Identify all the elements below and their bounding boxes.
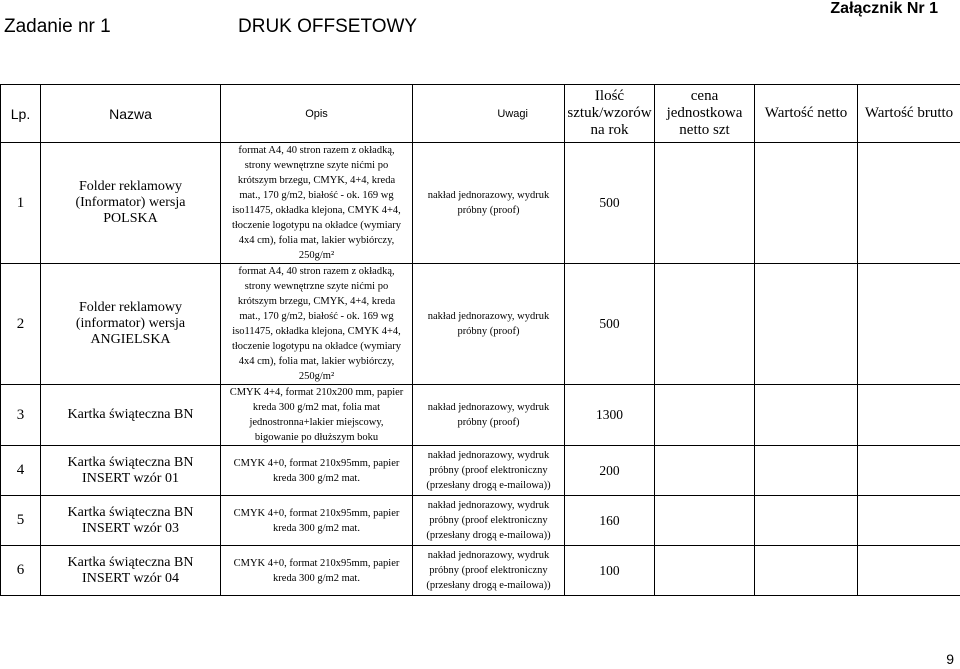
table-row [1,496,960,546]
document-title: DRUK OFFSETOWY [238,16,418,37]
row-nazwa-line: Kartka świąteczna BN [67,454,194,470]
row-uwagi [413,496,565,546]
row-opis-line: mat., 170 g/m2, białość - ok. 169 wg [239,190,394,201]
row-opis-line: kreda 300 g/m2 mat. [273,522,360,534]
col-header-cena-line: jednostkowa [666,105,743,121]
row-uwagi [413,264,565,385]
row-uwagi-line: (przesłany drogą e-mailowa)) [426,530,551,541]
row-lp: 3 [1,385,41,446]
col-header-nazwa: Nazwa [41,85,221,143]
row-ilosc: 1300 [565,385,655,446]
table-row [1,264,960,385]
row-nazwa [41,143,221,264]
row-opis [221,446,413,496]
row-uwagi-line: nakład jednorazowy, wydruk [427,500,550,511]
row-opis-line: CMYK 4+0, format 210x95mm, papier [233,457,400,469]
row-uwagi-line: nakład jednorazowy, wydruk [427,190,550,201]
row-opis-line: mat., 170 g/m2, białość - ok. 169 wg [239,311,394,322]
row-opis-line: kreda 300 g/m2 mat, folia mat [252,402,381,413]
row-lp: 1 [1,143,41,264]
row-wartosc-netto-empty [755,446,858,496]
row-lp: 5 [1,496,41,546]
col-header-ilosc-line: na rok [590,122,629,138]
col-header-ilosc [565,85,655,143]
row-wartosc-brutto-empty [858,143,960,264]
row-uwagi [413,546,565,596]
row-wartosc-netto-empty [755,546,858,596]
row-nazwa [41,264,221,385]
row-opis-line: CMYK 4+0, format 210x95mm, papier [233,557,400,569]
row-opis-line: 250g/m² [298,250,335,261]
table-row [1,446,960,496]
row-opis-line: strony wewnętrzne szyte nićmi po [244,281,389,292]
row-opis-line: iso11475, okładka klejona, CMYK 4+4, [232,326,401,337]
row-uwagi-line: próbny (proof) [457,205,520,216]
row-ilosc: 500 [565,143,655,264]
row-ilosc: 500 [565,264,655,385]
row-nazwa [41,385,221,446]
row-opis-line: krótszym brzegu, CMYK, 4+4, kreda [237,175,396,186]
row-cena-empty [655,446,755,496]
row-ilosc: 160 [565,496,655,546]
row-opis [221,264,413,385]
col-header-lp: Lp. [1,85,41,143]
row-wartosc-netto-empty [755,385,858,446]
row-lp: 4 [1,446,41,496]
page-number: 9 [946,651,954,667]
row-opis-line: bigowanie po dłuższym boku [254,432,379,443]
row-cena-empty [655,496,755,546]
row-uwagi [413,446,565,496]
row-wartosc-brutto-empty [858,496,960,546]
row-opis-line: 4x4 cm), folia mat, lakier wybiórczy, [238,235,395,246]
row-opis-line: kreda 300 g/m2 mat. [273,472,360,484]
row-nazwa-line: (Informator) wersja [75,195,186,210]
row-nazwa-line: Folder reklamowy [78,300,183,315]
col-header-wartosc-netto: Wartość netto [755,85,858,143]
row-uwagi [413,385,565,446]
row-wartosc-netto-empty [755,496,858,546]
row-opis-line: 4x4 cm), folia mat, lakier wybiórczy, [238,356,395,367]
row-wartosc-brutto-empty [858,546,960,596]
col-header-uwagi: Uwagi [413,85,565,143]
row-nazwa-line: Kartka świąteczna BN [67,504,194,520]
table-header-row [1,85,960,143]
row-opis-line: kreda 300 g/m2 mat. [273,572,360,584]
col-header-wartosc-brutto: Wartość brutto [858,85,960,143]
col-header-cena [655,85,755,143]
row-nazwa-line: INSERT wzór 03 [82,520,179,536]
row-uwagi [413,143,565,264]
row-nazwa-line: Folder reklamowy [78,179,183,194]
row-opis-line: format A4, 40 stron razem z okładką, [238,145,395,156]
col-header-ilosc-line: sztuk/wzorów [567,105,652,121]
row-opis-line: CMYK 4+4, format 210x200 mm, papier [229,387,404,398]
task-title: Zadanie nr 1 [4,16,111,37]
attachment-label: Załącznik Nr 1 [830,0,938,17]
row-opis-line: tłoczenie logotypu na okładce (wymiary [231,341,402,352]
row-uwagi-line: nakład jednorazowy, wydruk [427,450,550,461]
row-uwagi-line: próbny (proof elektroniczny [429,565,548,576]
table-row [1,143,960,264]
row-wartosc-netto-empty [755,143,858,264]
row-opis [221,385,413,446]
row-uwagi-line: (przesłany drogą e-mailowa)) [426,480,551,491]
row-uwagi-line: próbny (proof elektroniczny [429,465,548,476]
row-cena-empty [655,264,755,385]
row-opis-line: strony wewnętrzne szyte nićmi po [244,160,389,171]
row-opis-line: CMYK 4+0, format 210x95mm, papier [233,507,400,519]
row-lp: 2 [1,264,41,385]
row-nazwa-line: (informator) wersja [75,316,186,331]
row-cena-empty [655,546,755,596]
row-opis-line: format A4, 40 stron razem z okładką, [238,266,395,277]
row-uwagi-line: próbny (proof elektroniczny [429,515,548,526]
row-nazwa [41,496,221,546]
row-opis [221,546,413,596]
row-nazwa-line: Kartka świąteczna BN [67,407,194,422]
row-uwagi-line: próbny (proof) [457,417,520,428]
row-uwagi-line: nakład jednorazowy, wydruk [427,550,550,561]
row-nazwa [41,546,221,596]
row-opis-line: tłoczenie logotypu na okładce (wymiary [231,220,402,231]
row-uwagi-line: próbny (proof) [457,326,520,337]
row-cena-empty [655,143,755,264]
row-cena-empty [655,385,755,446]
col-header-ilosc-line: Ilość [594,88,625,104]
row-nazwa [41,446,221,496]
row-uwagi-line: nakład jednorazowy, wydruk [427,311,550,322]
row-wartosc-brutto-empty [858,446,960,496]
row-ilosc: 200 [565,446,655,496]
row-uwagi-line: (przesłany drogą e-mailowa)) [426,580,551,591]
pricing-table [0,84,960,596]
row-opis [221,143,413,264]
row-nazwa-line: INSERT wzór 01 [82,470,179,486]
row-opis-line: 250g/m² [298,371,335,382]
row-wartosc-brutto-empty [858,264,960,385]
row-opis-line: krótszym brzegu, CMYK, 4+4, kreda [237,296,396,307]
row-lp: 6 [1,546,41,596]
col-header-cena-line: netto szt [679,122,730,138]
row-opis-line: iso11475, okładka klejona, CMYK 4+4, [232,205,401,216]
row-nazwa-line: Kartka świąteczna BN [67,554,194,570]
col-header-opis: Opis [221,85,413,143]
table-row [1,385,960,446]
row-uwagi-line: nakład jednorazowy, wydruk [427,402,550,413]
row-wartosc-netto-empty [755,264,858,385]
row-ilosc: 100 [565,546,655,596]
row-opis-line: jednostronna+lakier miejscowy, [249,417,384,428]
row-nazwa-line: ANGIELSKA [90,332,171,347]
row-nazwa-line: INSERT wzór 04 [82,570,179,586]
table-row [1,546,960,596]
row-nazwa-line: POLSKA [103,211,158,226]
col-header-cena-line: cena [690,88,719,104]
row-wartosc-brutto-empty [858,385,960,446]
row-opis [221,496,413,546]
